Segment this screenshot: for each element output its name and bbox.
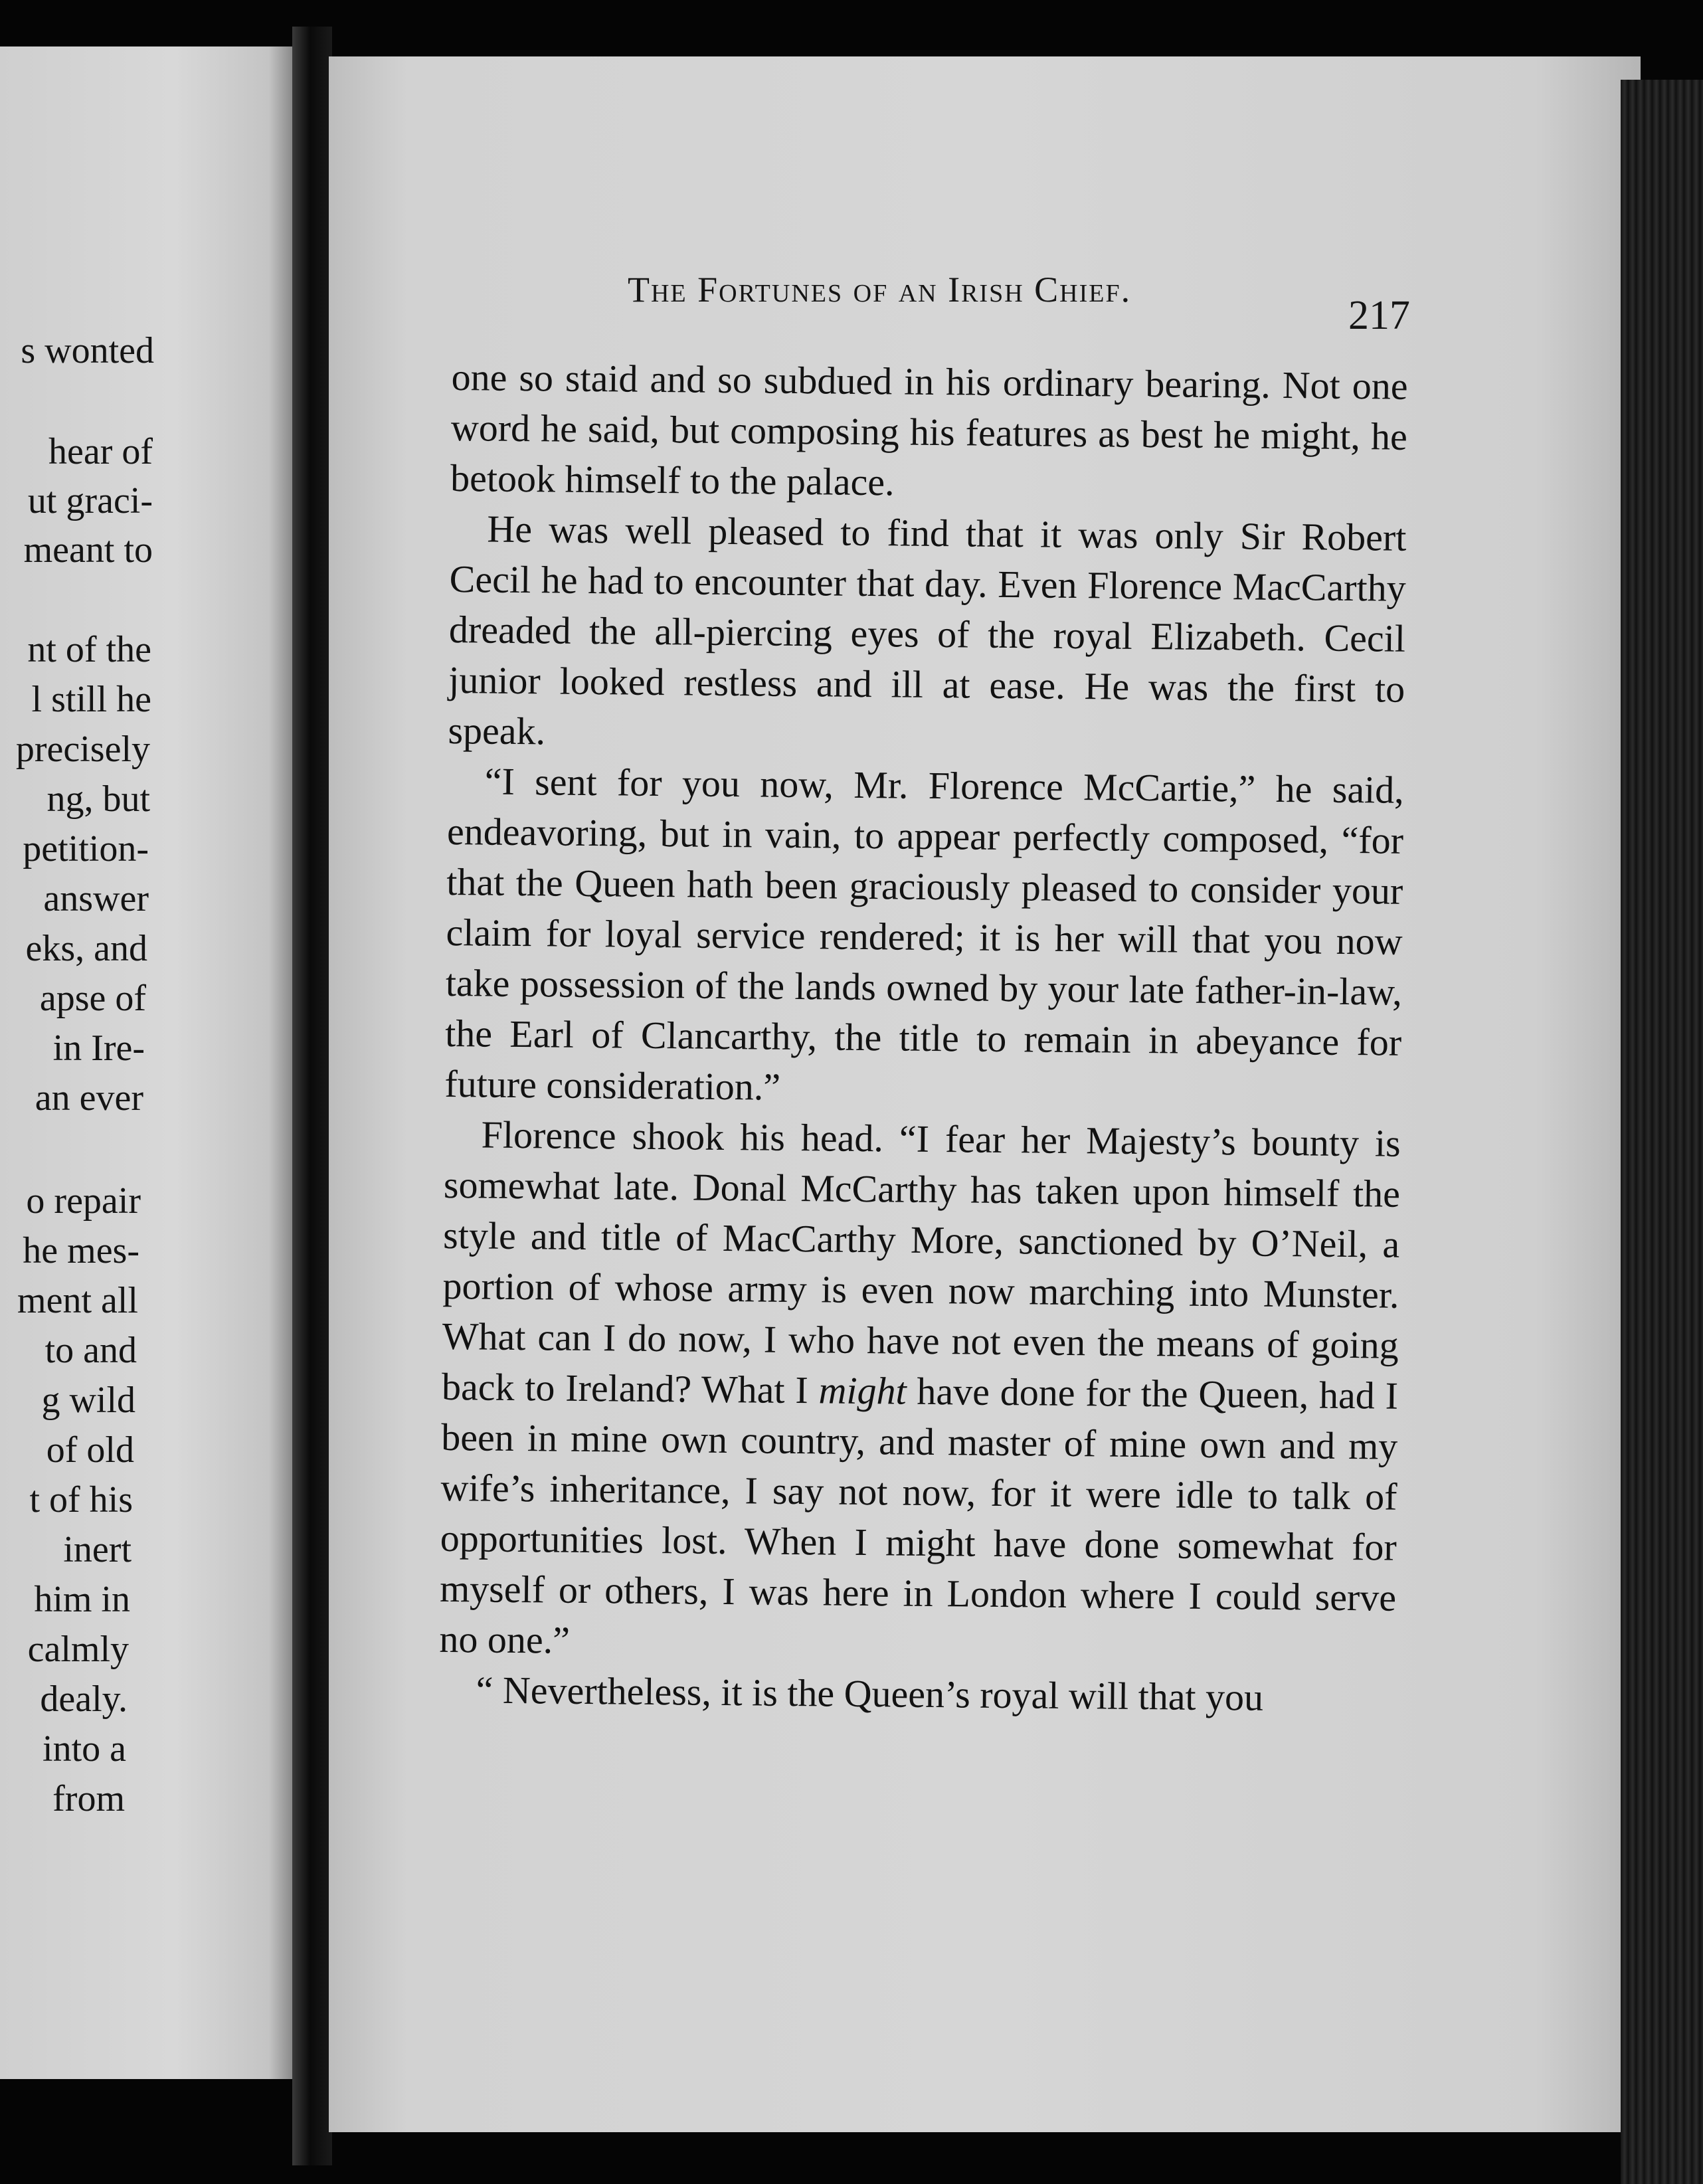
left-line: from: [52, 1778, 125, 1819]
left-line: hear of: [48, 431, 153, 472]
paragraph: one so staid and so subdued in his ordinary bearing. Not one word he said, but composing his features as best he might, he betook himself to the palace.: [450, 355, 1408, 504]
left-line: to and: [45, 1330, 137, 1371]
running-head: The Fortunes of an Irish Chief.: [628, 270, 1132, 310]
left-line: him in: [34, 1579, 130, 1620]
left-line: eks, and: [25, 928, 147, 969]
paragraph: “ Nevertheless, it is the Queen’s royal will that you: [476, 1668, 1264, 1719]
page-number: 217: [1348, 293, 1410, 338]
left-line: l still he: [31, 679, 151, 720]
paragraph: He was well pleased to find that it was only Sir Robert Cecil he had to encounter that day. Even Florence MacCarthy dreaded the all-piercing eyes of the royal Elizabeth. Cecil junior looked restless and ill at ease. He was the first to speak.: [448, 507, 1407, 753]
left-line: petition-: [23, 828, 149, 869]
left-line: he mes-: [23, 1230, 139, 1271]
left-line: g wild: [41, 1380, 135, 1421]
page-edges: [1621, 80, 1703, 2184]
left-line: in Ire-: [52, 1028, 145, 1069]
left-line: nt of the: [27, 629, 151, 670]
left-page: [0, 46, 292, 2079]
left-line: apse of: [39, 978, 146, 1019]
left-line: of old: [46, 1429, 134, 1471]
left-line: inert: [63, 1529, 132, 1570]
left-line: o repair: [26, 1180, 141, 1222]
left-line: calmly: [27, 1629, 129, 1670]
left-line: ng, but: [46, 778, 150, 820]
left-line: answer: [43, 878, 149, 919]
italic-word: might: [818, 1368, 907, 1413]
left-line: precisely: [15, 729, 150, 770]
paragraph-text: Florence shook his head. “I fear her Majesty’s bounty is somewhat late. Donal McCarthy has taken upon himself the style and title of MacCarthy More, sanctioned by O’Neil, a portion of whose army is even now marching into Munster. What can I do now, I who have not even the means of going back to Ireland? What I: [441, 1113, 1401, 1412]
left-line: an ever: [35, 1077, 143, 1119]
body-text: [438, 352, 1408, 1724]
left-line: ut graci-: [27, 480, 153, 521]
left-line: into a: [43, 1728, 126, 1770]
paragraph: [439, 1109, 1401, 1674]
left-line: meant to: [23, 529, 153, 571]
paragraph: “I sent for you now, Mr. Florence McCartie,” he said, endeavoring, but in vain, to appear perfectly composed, “for that the Queen hath been graciously pleased to consider your claim for loyal service rendered; it is her will that you now take possession of the lands owned by your late father-in-law, the Earl of Clancarthy, the title to remain in abeyance for future consideration.”: [444, 759, 1405, 1109]
left-line: dealy.: [40, 1679, 128, 1720]
book-gutter: [292, 27, 332, 2165]
left-line: t of his: [29, 1479, 133, 1520]
left-line: ment all: [17, 1280, 138, 1321]
left-line: s wonted: [21, 330, 154, 371]
paragraph-text: have done for the Queen, had I been in mine own country, and master of mine own and my wife’s inheritance, I say not now, for it were idle to talk of opportunities lost. When I might have done somewhat for myself or others, I was here in London where I could serve no one.”: [439, 1369, 1399, 1662]
